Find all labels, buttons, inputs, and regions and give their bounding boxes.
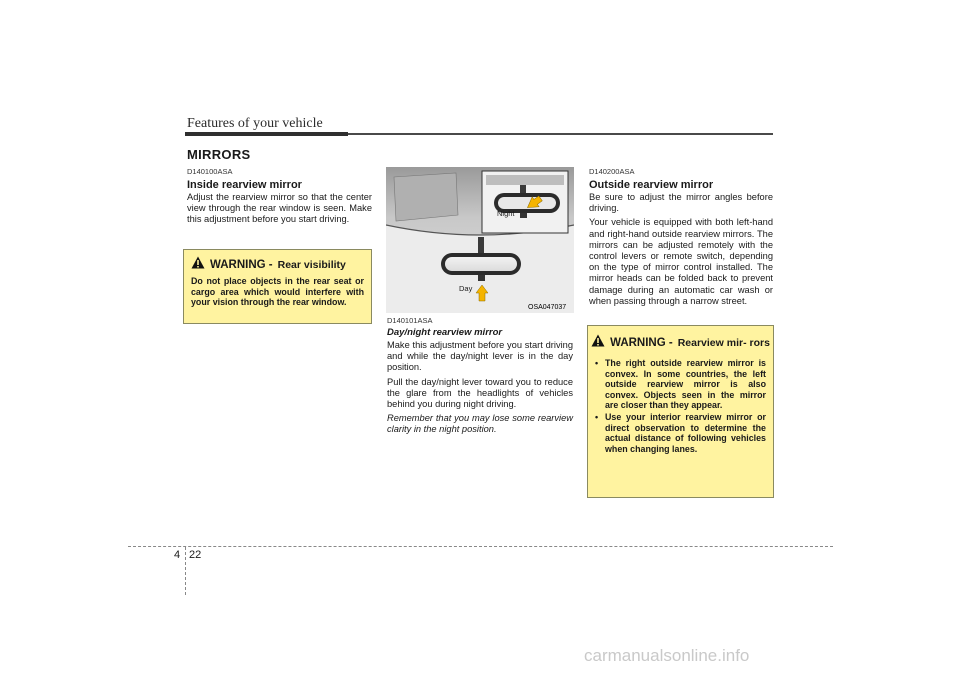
paragraph: Your vehicle is equipped with both left-hand and right-hand outside rearview mirrors. The mirrors can be adjusted remotely with the control levers or remote switch, depending on the type of mirror control installed. The mirror heads can be folded back to prevent damage during an automatic car wash or when passing through a narrow street. — [589, 217, 773, 306]
column-inside-mirror — [187, 167, 372, 226]
section-code: D140101ASA — [387, 316, 433, 325]
section-title: MIRRORS — [187, 147, 251, 162]
column-outside-mirror — [589, 167, 773, 310]
subheading: Day/night rearview mirror — [387, 327, 503, 338]
warning-topic: Rearview mir- rors — [677, 337, 770, 349]
section-code: D140100ASA — [187, 167, 233, 176]
watermark: carmanualsonline.info — [584, 646, 750, 665]
chapter-number: 4 — [174, 549, 181, 561]
column-day-night-mirror — [387, 316, 573, 439]
footer-divider — [185, 547, 186, 595]
paragraph: Pull the day/night lever toward you to reduce the glare from the headlights of vehicles behind you during night driving. — [387, 376, 573, 410]
warning-header — [191, 256, 364, 274]
paragraph: Be sure to adjust the mirror angles before driving. — [589, 192, 773, 214]
running-header: Features of your vehicle — [187, 116, 323, 131]
warning-triangle-icon — [191, 256, 205, 274]
page-number: 22 — [189, 549, 202, 561]
warning-bullet: • The right outside rearview mirror is convex. In some countries, the left outside rearview mirror is also convex. Objects seen in the mirror are closer than they appear. — [595, 358, 766, 411]
warning-topic: Rear visibility — [277, 259, 346, 271]
warning-text: Do not place objects in the rear seat or cargo area which would interfere with your vision through the rear window. — [191, 276, 364, 308]
warning-bullets — [595, 358, 766, 454]
footer-rule — [128, 546, 833, 547]
paragraph: Make this adjustment before you start driving and while the day/night lever is in the day position. — [387, 340, 573, 373]
day-label: Day — [459, 284, 473, 293]
mirror-illustration — [386, 167, 574, 313]
warning-box-rear-visibility — [183, 249, 372, 324]
paragraph: Adjust the rearview mirror so that the center view through the rear window is seen. Make this adjustment before you start driving. — [187, 192, 372, 225]
warning-label: WARNING - — [210, 259, 273, 271]
subheading: Inside rearview mirror — [187, 179, 302, 191]
section-code: D140200ASA — [589, 167, 635, 176]
header-rule-thin — [348, 133, 773, 135]
header-rule-thick — [185, 132, 348, 136]
night-label: Night — [497, 209, 515, 218]
subheading: Outside rearview mirror — [589, 179, 714, 191]
warning-label: WARNING - — [610, 337, 673, 349]
warning-header — [595, 334, 770, 352]
warning-triangle-icon — [591, 334, 605, 352]
warning-box-rearview-mirrors — [587, 325, 774, 498]
figure-code: OSA047037 — [528, 304, 567, 311]
warning-bullet: • Use your interior rearview mirror or direct observation to determine the actual distance of following vehicles when changing lanes. — [595, 412, 766, 454]
note: Remember that you may lose some rearview clarity in the night position. — [387, 413, 573, 435]
